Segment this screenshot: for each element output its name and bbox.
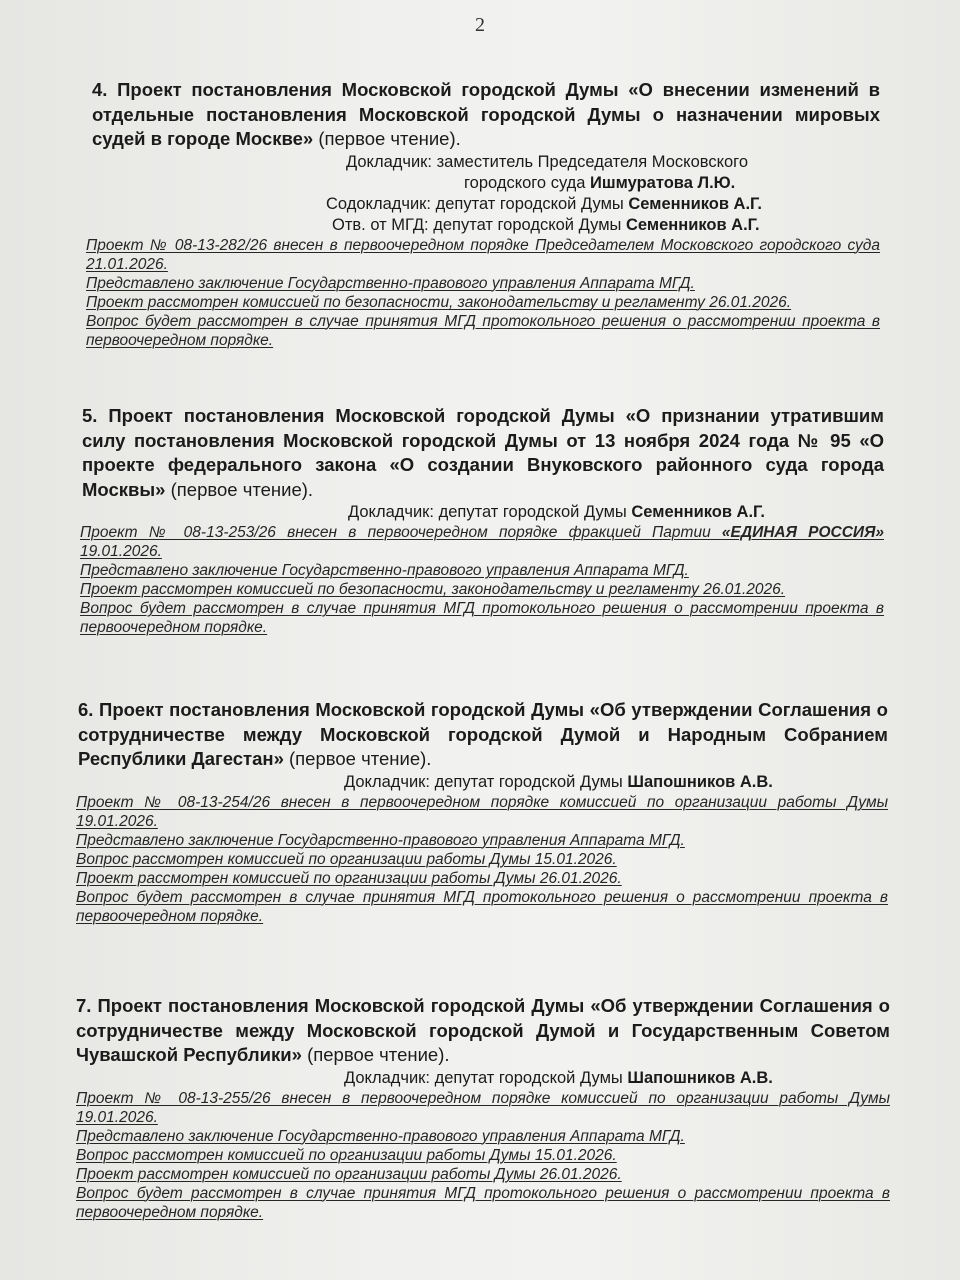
speakers-block: [78, 772, 888, 793]
note-line: Представлено заключение Государственно-правового управления Аппарата МГД.: [76, 1127, 685, 1145]
item-title: 6. Проект постановления Московской городской Думы «Об утверждении Соглашения о сотрудничестве между Московской городской Думой и Народным Собранием Республики Дагестан» (первое чтение).: [78, 699, 888, 769]
speakers-block: [92, 152, 880, 236]
notes-block: [76, 793, 888, 926]
speaker-row: Докладчик: депутат городской Думы Семенников А.Г.: [348, 503, 765, 521]
speakers-block: [76, 1068, 890, 1089]
agenda-item-4: [86, 78, 880, 350]
note-line: Представлено заключение Государственно-правового управления Аппарата МГД.: [86, 274, 695, 292]
notes-block: [80, 523, 884, 637]
speaker-row: Докладчик: депутат городской Думы Шапошников А.В.: [344, 772, 773, 791]
page-number: 2: [475, 14, 485, 36]
note-line: Вопрос рассмотрен комиссией по организации работы Думы 15.01.2026.: [76, 1146, 617, 1164]
note-line: Вопрос будет рассмотрен в случае принятия МГД протокольного решения о рассмотрении проекта в первоочередном порядке.: [80, 600, 884, 636]
item-title: 4. Проект постановления Московской городской Думы «О внесении изменений в отдельные постановления Московской городской Думы о назначении мировых судей в городе Москве» (первое чтение).: [92, 79, 880, 149]
notes-block: [76, 1089, 890, 1222]
speaker-row: Докладчик: депутат городской Думы Шапошников А.В.: [344, 1068, 773, 1087]
note-line: Проект № 08-13-254/26 внесен в первоочередном порядке комиссией по организации работы Думы 19.01.2026.: [76, 793, 888, 830]
note-line: Представлено заключение Государственно-правового управления Аппарата МГД.: [80, 562, 689, 579]
agenda-item-6: [78, 698, 888, 926]
agenda-item-5: [82, 404, 884, 637]
note-line: Проект рассмотрен комиссией по безопасности, законодательству и регламенту 26.01.2026.: [80, 581, 786, 598]
speaker-row: Отв. от МГД: депутат городской Думы Семенников А.Г.: [332, 215, 760, 234]
item-title: 7. Проект постановления Московской городской Думы «Об утверждении Соглашения о сотрудничестве между Московской городской Думой и Государственным Советом Чувашской Республики» (первое чтение).: [76, 995, 890, 1065]
speakers-block: [82, 502, 884, 523]
speaker-row: Содокладчик: депутат городской Думы Семенников А.Г.: [326, 194, 762, 213]
note-line: Проект № 08-13-253/26 внесен в первоочередном порядке фракцией Партии «ЕДИНАЯ РОССИЯ» 19.01.2026.: [80, 524, 884, 560]
notes-block: [86, 236, 880, 350]
note-line: Вопрос будет рассмотрен в случае принятия МГД протокольного решения о рассмотрении проекта в первоочередном порядке.: [76, 888, 888, 925]
note-line: Проект рассмотрен комиссией по организации работы Думы 26.01.2026.: [76, 1165, 622, 1183]
note-line: Представлено заключение Государственно-правового управления Аппарата МГД.: [76, 831, 685, 849]
note-line: Проект рассмотрен комиссией по безопасности, законодательству и регламенту 26.01.2026.: [86, 293, 792, 311]
note-line: Проект № 08-13-255/26 внесен в первоочередном порядке комиссией по организации работы Думы 19.01.2026.: [76, 1089, 890, 1126]
item-title: 5. Проект постановления Московской городской Думы «О признании утратившим силу постановления Московской городской Думы от 13 ноября 2024 года № 95 «О проекте федерального закона «О создании Внуковского районного суда города Москвы» (первое чтение).: [82, 405, 884, 500]
speaker-row: Докладчик: заместитель Председателя Московского: [346, 152, 748, 171]
note-line: Вопрос будет рассмотрен в случае принятия МГД протокольного решения о рассмотрении проекта в первоочередном порядке.: [86, 312, 880, 349]
note-line: Вопрос рассмотрен комиссией по организации работы Думы 15.01.2026.: [76, 850, 617, 868]
speaker-row: городского суда Ишмуратова Л.Ю.: [464, 173, 736, 192]
agenda-item-7: [76, 994, 890, 1222]
note-line: Вопрос будет рассмотрен в случае принятия МГД протокольного решения о рассмотрении проекта в первоочередном порядке.: [76, 1184, 890, 1221]
note-line: Проект рассмотрен комиссией по организации работы Думы 26.01.2026.: [76, 869, 622, 887]
note-line: Проект № 08-13-282/26 внесен в первоочередном порядке Председателем Московского городского суда 21.01.2026.: [86, 236, 880, 273]
